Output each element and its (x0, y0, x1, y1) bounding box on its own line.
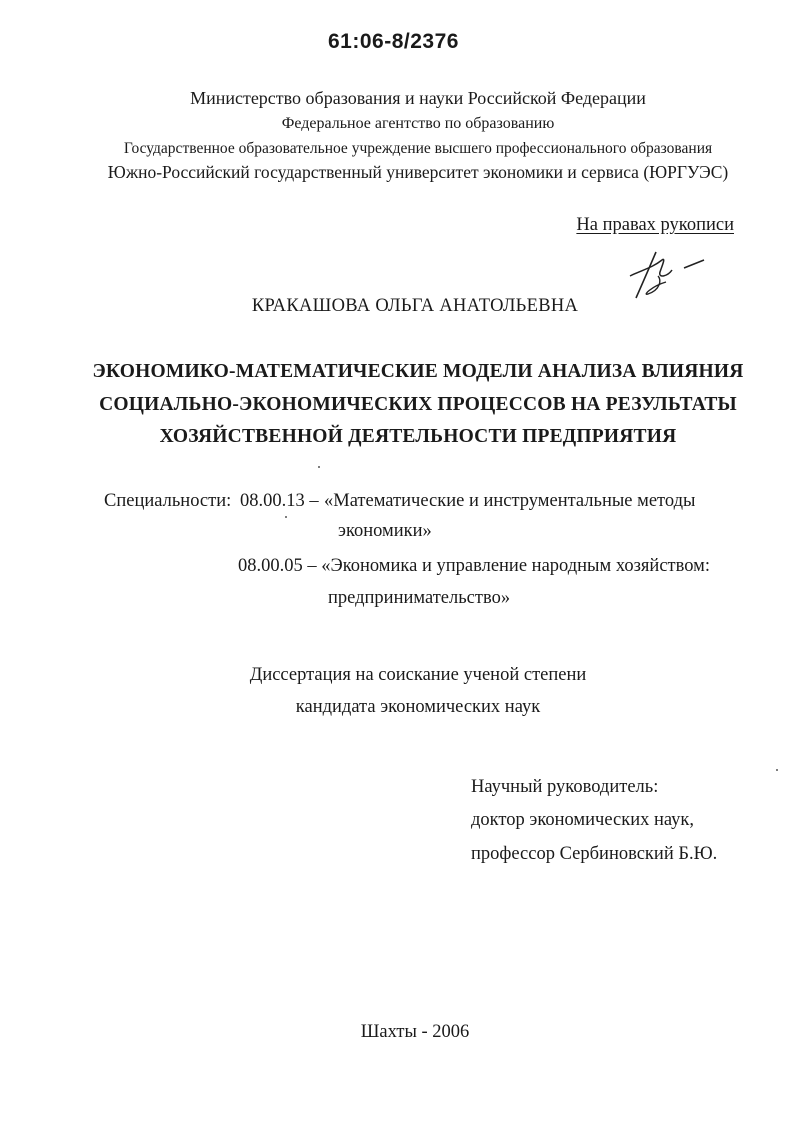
archive-stamp: 61:06-8/2376 (328, 30, 459, 53)
scan-speck (318, 466, 320, 468)
specialty-2-line: 08.00.05 – «Экономика и управление народным хозяйством: (238, 556, 710, 576)
specialty-1-name: «Математические и инструментальные методы (324, 491, 696, 511)
dissertation-title-line-2: СОЦИАЛЬНО-ЭКОНОМИЧЕСКИХ ПРОЦЕССОВ НА РЕЗУЛЬТАТЫ (99, 394, 737, 415)
manuscript-rights-note: На правах рукописи (576, 215, 734, 235)
degree-line-2: кандидата экономических наук (295, 697, 541, 717)
agency-line: Федеральное агентство по образованию (281, 115, 555, 132)
university-line: Южно-Российский государственный университет экономики и сервиса (ЮРГУЭС) (107, 162, 729, 182)
supervisor-role: Научный руководитель: (471, 777, 659, 797)
specialties-label: Специальности: (104, 491, 232, 511)
supervisor-name: профессор Сербиновский Б.Ю. (471, 844, 718, 864)
city-and-year: Шахты - 2006 (360, 1022, 470, 1042)
specialty-2-name-continued: предпринимательство» (328, 588, 511, 608)
scan-speck (776, 769, 778, 771)
specialty-1-name-continued: экономики» (338, 521, 432, 541)
ministry-line: Министерство образования и науки Российской Федерации (190, 88, 646, 108)
dissertation-title-line-1: ЭКОНОМИКО-МАТЕМАТИЧЕСКИЕ МОДЕЛИ АНАЛИЗА ВЛИЯНИЯ (92, 361, 744, 382)
degree-line-1: Диссертация на соискание ученой степени (249, 665, 587, 685)
scan-speck (285, 516, 287, 518)
author-name: КРАКАШОВА ОЛЬГА АНАТОЛЬЕВНА (251, 296, 579, 316)
dissertation-title-line-3: ХОЗЯЙСТВЕННОЙ ДЕЯТЕЛЬНОСТИ ПРЕДПРИЯТИЯ (159, 426, 677, 447)
specialty-1-code: 08.00.13 – (240, 491, 319, 511)
establishment-line: Государственное образовательное учреждение высшего профессионального образования (123, 140, 713, 157)
supervisor-degree: доктор экономических наук, (471, 810, 695, 830)
